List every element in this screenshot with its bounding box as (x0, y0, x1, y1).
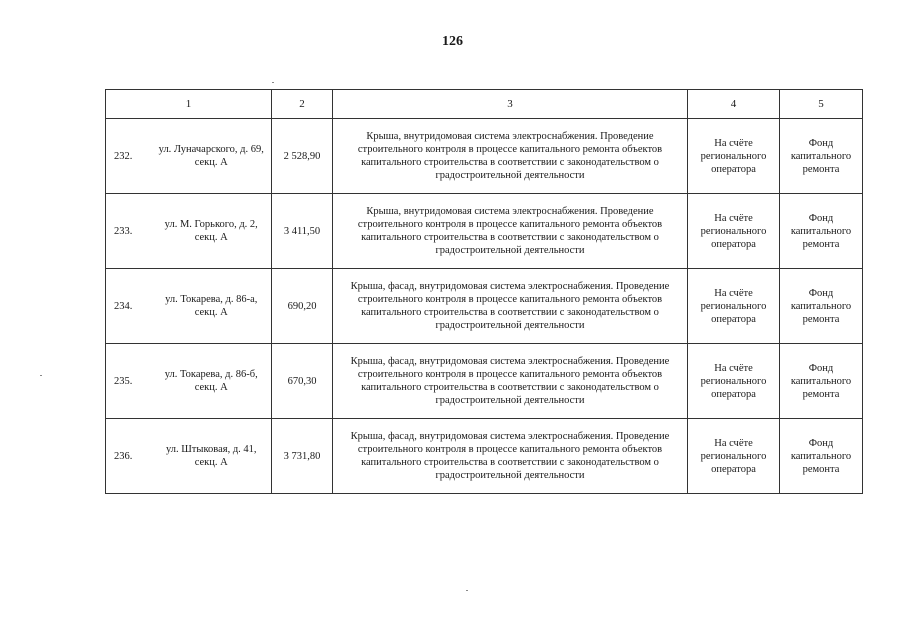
row-works: Крыша, внутридомовая система электроснабжения. Проведение строительного контроля в процессе капитального ремонта объектов капитального строительства в соответствии с законодательством о градостроительной деятельности (333, 119, 688, 194)
row-area: 3 411,50 (272, 194, 333, 269)
row-address: ул. Токарева, д. 86-б, секц. А (152, 344, 272, 419)
header-col-1: 1 (106, 90, 272, 119)
row-area: 670,30 (272, 344, 333, 419)
header-col-5: 5 (780, 90, 863, 119)
header-col-2: 2 (272, 90, 333, 119)
row-works: Крыша, фасад, внутридомовая система электроснабжения. Проведение строительного контроля в процессе капитального ремонта объектов капитального строительства в соответствии с законодательством о градостроительной деятельности (333, 344, 688, 419)
row-address: ул. Токарева, д. 86-а, секц. А (152, 269, 272, 344)
table-row (106, 119, 863, 194)
header-col-4: 4 (688, 90, 780, 119)
table-row (106, 344, 863, 419)
header-col-3: 3 (333, 90, 688, 119)
row-source: Фонд капитального ремонта (780, 344, 863, 419)
repair-register-table (105, 89, 863, 494)
row-index: 235. (106, 344, 152, 419)
row-works: Крыша, фасад, внутридомовая система электроснабжения. Проведение строительного контроля в процессе капитального ремонта объектов капитального строительства в соответствии с законодательством о градостроительной деятельности (333, 419, 688, 494)
row-account: На счёте регионального оператора (688, 194, 780, 269)
page-number: 126 (442, 34, 463, 49)
table-row (106, 194, 863, 269)
row-source: Фонд капитального ремонта (780, 419, 863, 494)
scan-speck (272, 82, 274, 83)
table-header-row (106, 90, 863, 119)
row-source: Фонд капитального ремонта (780, 194, 863, 269)
row-index: 232. (106, 119, 152, 194)
row-source: Фонд капитального ремонта (780, 119, 863, 194)
table-row (106, 269, 863, 344)
row-works: Крыша, внутридомовая система электроснабжения. Проведение строительного контроля в процессе капитального ремонта объектов капитального строительства в соответствии с законодательством о градостроительной деятельности (333, 194, 688, 269)
row-area: 3 731,80 (272, 419, 333, 494)
row-works: Крыша, фасад, внутридомовая система электроснабжения. Проведение строительного контроля в процессе капитального ремонта объектов капитального строительства в соответствии с законодательством о градостроительной деятельности (333, 269, 688, 344)
row-index: 233. (106, 194, 152, 269)
row-address: ул. Луначарского, д. 69, секц. А (152, 119, 272, 194)
row-index: 234. (106, 269, 152, 344)
row-index: 236. (106, 419, 152, 494)
scan-speck (466, 590, 468, 591)
table-row (106, 419, 863, 494)
row-account: На счёте регионального оператора (688, 119, 780, 194)
row-account: На счёте регионального оператора (688, 269, 780, 344)
scan-speck (40, 375, 42, 376)
row-area: 690,20 (272, 269, 333, 344)
row-address: ул. М. Горького, д. 2, секц. А (152, 194, 272, 269)
row-account: На счёте регионального оператора (688, 344, 780, 419)
row-source: Фонд капитального ремонта (780, 269, 863, 344)
row-area: 2 528,90 (272, 119, 333, 194)
row-address: ул. Штыковая, д. 41, секц. А (152, 419, 272, 494)
row-account: На счёте регионального оператора (688, 419, 780, 494)
